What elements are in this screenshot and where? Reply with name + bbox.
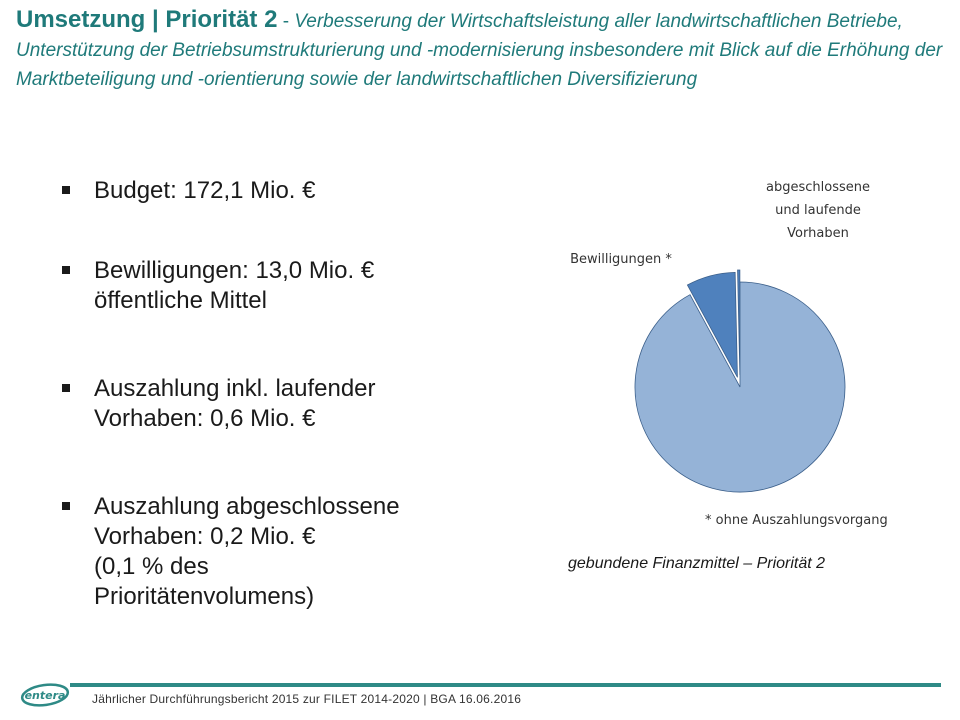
- bullet-line: Auszahlung inkl. laufender: [94, 375, 376, 402]
- bullet-line: Vorhaben: 0,2 Mio. €: [94, 523, 316, 550]
- bullet-marker-icon: [62, 266, 70, 274]
- pie-slice-0: [738, 270, 740, 375]
- footer-divider: [70, 683, 941, 687]
- bullet-line: Budget: 172,1 Mio. €: [94, 177, 316, 204]
- title-main: Umsetzung | Priorität 2: [16, 6, 278, 33]
- pie-slice-label-1: Bewilligungen *: [570, 252, 672, 267]
- bullet-line: Bewilligungen: 13,0 Mio. €: [94, 257, 375, 284]
- page-title: [16, 6, 946, 95]
- logo-text: entera: [24, 689, 66, 702]
- footer-text: Jährlicher Durchführungsbericht 2015 zur FILET 2014-2020 | BGA 16.06.2016: [92, 692, 522, 706]
- entera-logo: [20, 683, 70, 707]
- pie-slice-2: [635, 282, 845, 492]
- bullet-marker-icon: [62, 384, 70, 392]
- bullet-line: Vorhaben: 0,6 Mio. €: [94, 405, 316, 432]
- title-subtitle: Verbesserung der Wirtschaftsleistung aller landwirtschaftlichen Betriebe, Unterstützung der Betriebsumstrukturierung und -modernisierung insbesondere mit Blick auf die Erhöhung der Marktbeteiligung und -orientierung sowie der landwirtschaftlichen Diversifizierung: [16, 11, 943, 90]
- pie-footnote: * ohne Auszahlungsvorgang: [705, 513, 888, 528]
- bullet-marker-icon: [62, 502, 70, 510]
- bullet-line: Prioritätenvolumens): [94, 583, 315, 610]
- title-separator: -: [277, 11, 295, 32]
- chart-caption: gebundene Finanzmittel – Priorität 2: [568, 555, 826, 572]
- pie-slice-label-0: abgeschlossene und laufende Vorhaben: [766, 180, 870, 241]
- pie-chart-svg: [555, 165, 935, 585]
- bullet-line: öffentliche Mittel: [94, 287, 267, 314]
- bullet-line: Auszahlung abgeschlossene: [94, 493, 400, 520]
- bullet-marker-icon: [62, 186, 70, 194]
- pie-chart: [555, 165, 935, 585]
- bullet-line: (0,1 % des: [94, 553, 209, 580]
